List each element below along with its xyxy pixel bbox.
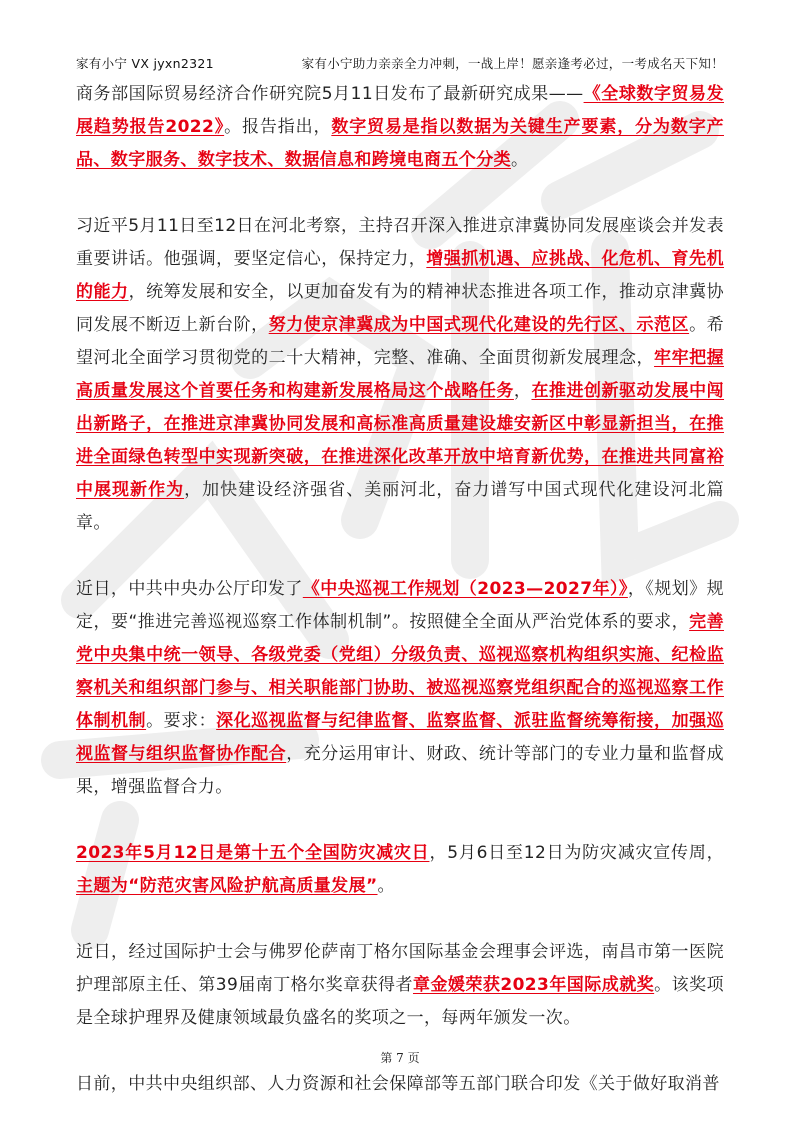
body-text: ，统筹发展和安全，以更加奋发有为的精神状态推进各项工作，推动京津冀协同发展不断迈上新台阶，	[76, 282, 724, 335]
body-text: 近日，经过国际护士会与佛罗伦萨南丁格尔国际基金会理事会评选，南昌市第一医院护理部原主任、第39届南丁格尔奖章获得者	[76, 942, 724, 995]
highlighted-text: 牢牢把握高质量发展这个首要任务和构建新发展格局这个战略任务	[76, 348, 724, 401]
body-text: ，加快建设经济强省、美丽河北，奋力谱写中国式现代化建设河北篇章。	[76, 480, 724, 533]
page-header	[76, 54, 724, 74]
highlighted-text: 增强抓机遇、应挑战、化危机、育先机的能力	[76, 249, 724, 302]
header-right-text: 家有小宁助力亲亲全力冲刺，一战上岸！愿亲逢考必过，一考成名天下知！	[301, 56, 724, 71]
body-text: 。	[511, 150, 529, 170]
body-text: 。报告指出，	[224, 117, 332, 137]
body-text: 商务部国际贸易经济合作研究院5月11日发布了最新研究成果——	[76, 84, 584, 104]
body-text: ，充分运用审计、财政、统计等部门的专业力量和监督成果，增强监督合力。	[76, 744, 724, 797]
document-body	[76, 78, 724, 1101]
body-text: 。	[377, 876, 395, 896]
body-text: ，《规划》规定，要“推进完善巡视巡察工作体制机制”。按照健全全面从严治党体系的要求，	[76, 579, 725, 632]
body-text: 近日，中共中央办公厅印发了	[76, 579, 303, 599]
highlighted-text: 2023年5月12日是第十五个全国防灾减灾日	[76, 843, 430, 863]
body-text: 。希望河北全面学习贯彻党的二十大精神，完整、准确、全面贯彻新发展理念，	[76, 315, 724, 368]
paragraph-3	[76, 573, 724, 804]
page-number: 第 7 页	[380, 1051, 420, 1065]
body-text: ，5月6日至12日为防灾减灾宣传周，	[429, 843, 724, 863]
highlighted-text: 《中央巡视工作规划（2023—2027年）》	[302, 579, 628, 599]
paragraph-5	[76, 936, 724, 1035]
body-text: 日前，中共中央组织部、人力资源和社会保障部等五部门联合印发《关于做好取消普	[76, 1074, 720, 1094]
body-text: 习近平5月11日至12日在河北考察，主持召开深入推进京津冀协同发展座谈会并发表重要讲话。他强调，要坚定信心，保持定力，	[76, 216, 724, 269]
highlighted-text: 《全球数字贸易发展趋势报告2022》	[76, 84, 724, 137]
highlighted-text: 完善党中央集中统一领导、各级党委（党组）分级负责、巡视巡察机构组织实施、纪检监察机关和组织部门参与、相关职能部门协助、被巡视巡察党组织配合的巡视巡察工作体制机制	[76, 612, 724, 731]
paragraph-4	[76, 837, 724, 903]
highlighted-text: 努力使京津冀成为中国式现代化建设的先行区、示范区	[268, 315, 690, 335]
highlighted-text: 章金媛荣获2023年国际成就奖	[412, 975, 655, 995]
paragraph-2	[76, 210, 724, 540]
highlighted-text: 深化巡视监督与纪律监督、监察监督、派驻监督统筹衔接，加强巡视监督与组织监督协作配合	[76, 711, 724, 764]
paragraph-6	[76, 1068, 724, 1101]
highlighted-text: 在推进创新驱动发展中闯出新路子，在推进京津冀协同发展和高标准高质量建设雄安新区中彰显新担当，在推进全面绿色转型中实现新突破，在推进深化改革开放中培育新优势，在推进共同富裕中展现新作为	[76, 381, 725, 500]
body-text: 。该奖项是全球护理界及健康领域最负盛名的奖项之一，每两年颁发一次。	[76, 975, 724, 1028]
body-text: ，	[513, 381, 532, 401]
header-left-text: 家有小宁 VX jyxn2321	[76, 56, 214, 71]
body-text: 。要求：	[146, 711, 217, 731]
highlighted-text: 主题为“防范灾害风险护航高质量发展”	[76, 876, 378, 896]
paragraph-1	[76, 78, 724, 177]
highlighted-text: 数字贸易是指以数据为关键生产要素，分为数字产品、数字服务、数字技术、数据信息和跨境电商五个分类	[76, 117, 724, 170]
